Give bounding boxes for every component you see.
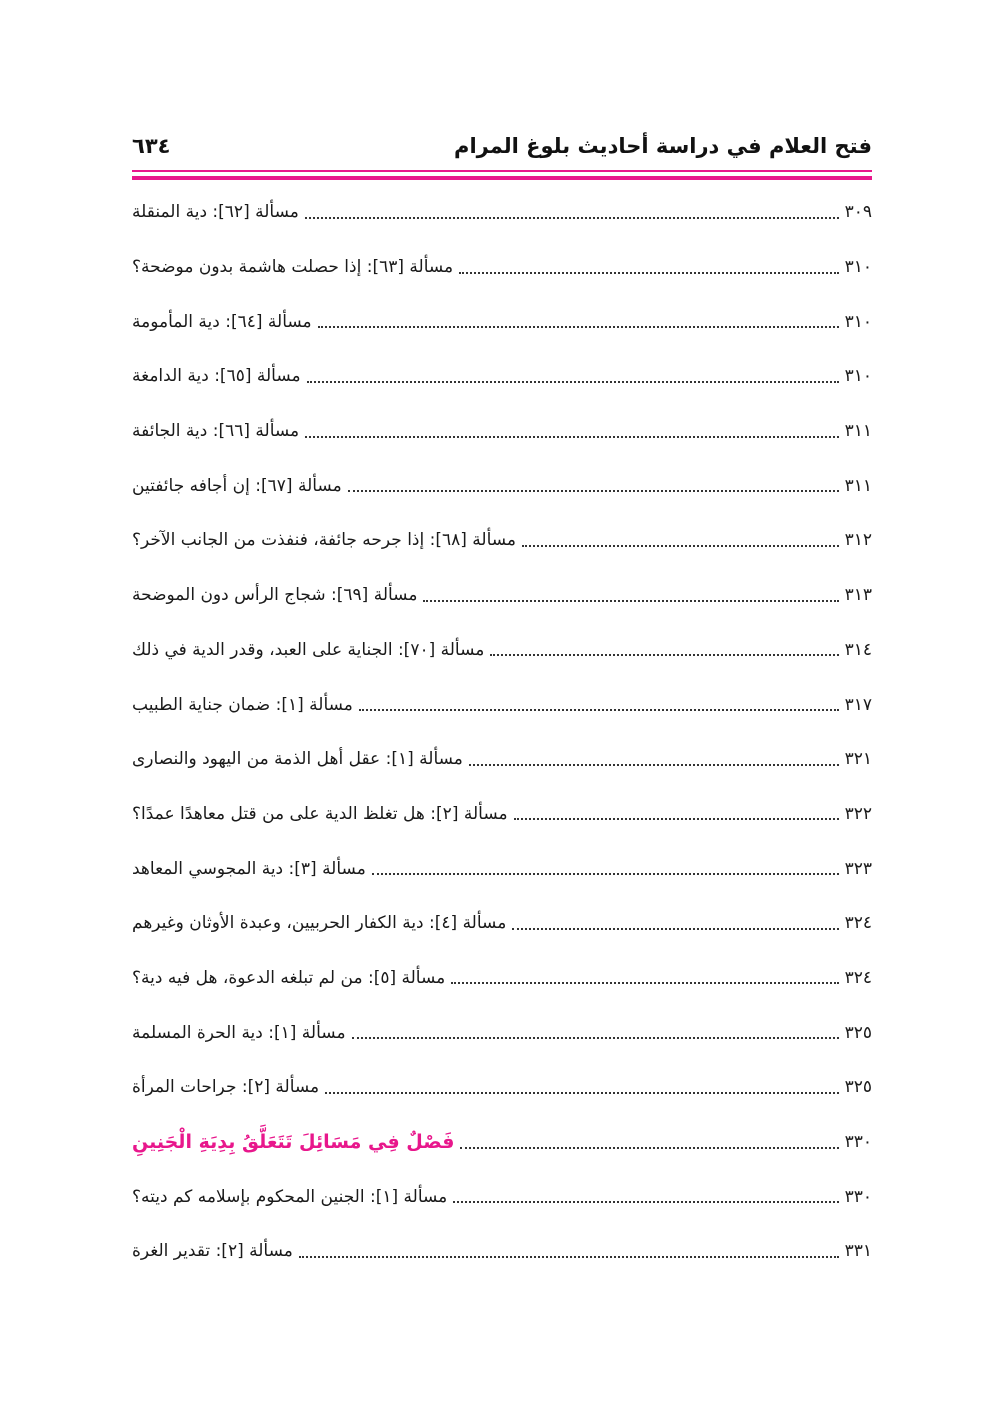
dot-leader — [469, 763, 839, 766]
toc-entry-page: ٣١٧ — [844, 694, 872, 715]
toc-entry-title: مسألة [٢]: جراحات المرأة — [132, 1077, 320, 1098]
toc-entry[interactable] — [132, 787, 872, 842]
toc-entry-title: مسألة [٦٩]: شجاج الرأس دون الموضحة — [132, 585, 418, 606]
toc-entry[interactable] — [132, 841, 872, 896]
dot-leader — [514, 817, 839, 820]
toc-entry-title: مسألة [٦٨]: إذا جرحه جائفة، فنفذت من الجانب الآخر؟ — [132, 530, 517, 551]
toc-entry-title: مسألة [٦٧]: إن أجافه جائفتين — [132, 475, 342, 496]
dot-leader — [325, 1091, 838, 1094]
dot-leader — [348, 489, 839, 492]
toc-entry[interactable] — [132, 404, 872, 459]
toc-entry-page: ٣١٣ — [844, 585, 872, 606]
dot-leader — [307, 380, 839, 383]
running-header — [132, 128, 872, 172]
dot-leader — [451, 981, 838, 984]
toc-section-heading[interactable] — [132, 1115, 872, 1170]
toc-entry-page: ٣٢٤ — [844, 967, 872, 988]
toc-entry-page: ٣١٠ — [844, 366, 872, 387]
toc-entry-page: ٣٣٠ — [844, 1132, 872, 1153]
toc-entry-title: مسألة [٦٣]: إذا حصلت هاشمة بدون موضحة؟ — [132, 257, 454, 278]
toc-entry-title: مسألة [٦٥]: دية الدامغة — [132, 366, 301, 387]
dot-leader — [305, 435, 838, 438]
toc-entry-page: ٣٠٩ — [844, 202, 872, 223]
toc-entry[interactable] — [132, 185, 872, 240]
table-of-contents — [132, 185, 872, 1279]
dot-leader — [318, 325, 839, 328]
dot-leader — [522, 544, 839, 547]
toc-entry-title: مسألة [٦٢]: دية المنقلة — [132, 202, 299, 223]
toc-entry-title: مسألة [١]: دية الحرة المسلمة — [132, 1022, 346, 1043]
book-title: فتح العلام في دراسة أحاديث بلوغ المرام — [454, 134, 872, 158]
dot-leader — [453, 1200, 838, 1203]
toc-entry-title: مسألة [٧٠]: الجناية على العبد، وقدر الدية في ذلك — [132, 639, 485, 660]
toc-entry-title: مسألة [٦٤]: دية المأمومة — [132, 311, 312, 332]
header-rule-thick — [132, 176, 872, 180]
toc-entry[interactable] — [132, 1224, 872, 1279]
toc-entry-title: مسألة [٦٦]: دية الجائفة — [132, 421, 300, 442]
toc-entry[interactable] — [132, 896, 872, 951]
toc-entry[interactable] — [132, 1060, 872, 1115]
toc-entry-page: ٣٢٥ — [844, 1022, 872, 1043]
dot-leader — [423, 599, 838, 602]
dot-leader — [459, 271, 838, 274]
toc-entry[interactable] — [132, 240, 872, 295]
toc-entry[interactable] — [132, 732, 872, 787]
toc-entry-page: ٣١٤ — [844, 639, 872, 660]
toc-entry-title: مسألة [٢]: تقدير الغرة — [132, 1241, 293, 1262]
toc-entry[interactable] — [132, 458, 872, 513]
toc-entry-page: ٣٣٠ — [844, 1186, 872, 1207]
dot-leader — [490, 653, 838, 656]
toc-entry[interactable] — [132, 568, 872, 623]
dot-leader — [352, 1036, 839, 1039]
toc-entry-page: ٣٢٥ — [844, 1077, 872, 1098]
dot-leader — [359, 708, 839, 711]
toc-entry-title: مسألة [٥]: من لم تبلغه الدعوة، هل فيه دية؟ — [132, 967, 446, 988]
toc-entry-page: ٣٢٢ — [844, 803, 872, 824]
dot-leader — [460, 1146, 838, 1149]
toc-entry-page: ٣١١ — [844, 421, 872, 442]
toc-entry[interactable] — [132, 623, 872, 678]
page-number: ٦٣٤ — [132, 134, 171, 158]
toc-entry[interactable] — [132, 513, 872, 568]
toc-entry-page: ٣٣١ — [844, 1241, 872, 1262]
toc-entry-title: مسألة [٣]: دية المجوسي المعاهد — [132, 858, 366, 879]
dot-leader — [299, 1255, 839, 1258]
toc-entry-title: مسألة [٤]: دية الكفار الحربيين، وعبدة الأوثان وغيرهم — [132, 913, 507, 934]
toc-entry-page: ٣٢١ — [844, 749, 872, 770]
toc-entry-title: مسألة [٢]: هل تغلظ الدية على من قتل معاهدًا عمدًا؟ — [132, 803, 508, 824]
toc-entry-title: مسألة [١]: الجنين المحكوم بإسلامه كم ديته؟ — [132, 1186, 448, 1207]
toc-entry-page: ٣٢٣ — [844, 858, 872, 879]
header-rule-thin — [132, 170, 872, 172]
toc-entry[interactable] — [132, 1169, 872, 1224]
toc-entry-page: ٣٢٤ — [844, 913, 872, 934]
toc-entry-page: ٣١٠ — [844, 311, 872, 332]
toc-entry-page: ٣١٢ — [844, 530, 872, 551]
toc-entry-title: مسألة [١]: عقل أهل الذمة من اليهود والنصارى — [132, 749, 463, 770]
toc-entry[interactable] — [132, 677, 872, 732]
toc-entry[interactable] — [132, 294, 872, 349]
toc-entry-page: ٣١٠ — [844, 257, 872, 278]
toc-entry-page: ٣١١ — [844, 475, 872, 496]
toc-entry[interactable] — [132, 951, 872, 1006]
dot-leader — [512, 927, 838, 930]
dot-leader — [305, 216, 839, 219]
toc-entry[interactable] — [132, 1005, 872, 1060]
toc-section-title: فَصْلٌ فِي مَسَائِلَ تَتَعَلَّقُ بِدِيَةِ الْجَنِينِ — [132, 1131, 455, 1154]
toc-entry[interactable] — [132, 349, 872, 404]
dot-leader — [372, 872, 839, 875]
toc-entry-title: مسألة [١]: ضمان جناية الطبيب — [132, 694, 353, 715]
